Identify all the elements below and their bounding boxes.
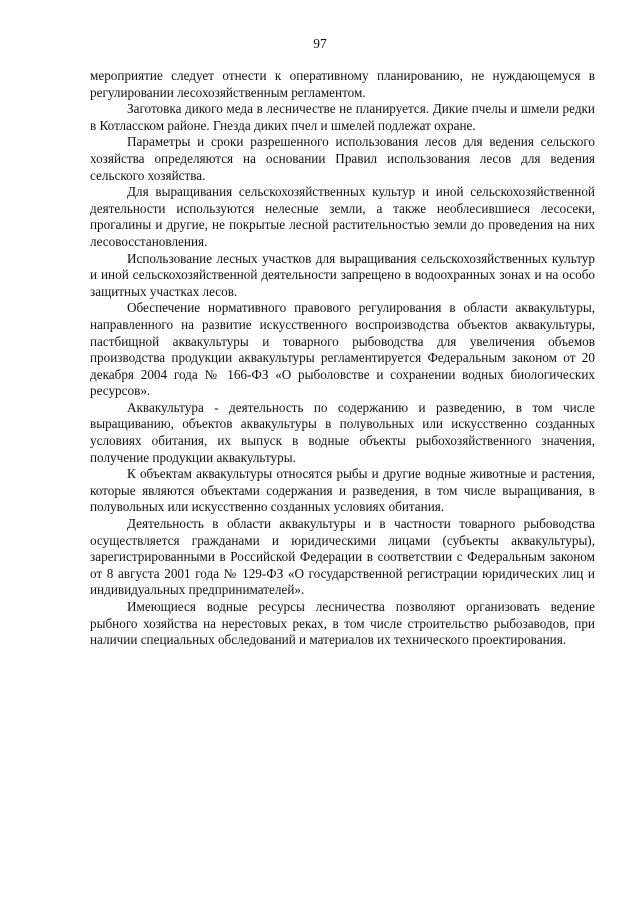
paragraph-agriculture-lands: Для выращивания сельскохозяйственных культур и иной сельскохозяйственной деятельности используются нелесные земли, а также необлесившиеся лесосеки, прогалины и другие, не покрытые лесной растительностью земли до проведения на них лесовосстановления. — [90, 184, 595, 249]
paragraph-agriculture-parameters: Параметры и сроки разрешенного использования лесов для ведения сельского хозяйства определяются на основании Правил использования лесов для ведения сельского хозяйства. — [90, 134, 595, 183]
paragraph-continuation: мероприятие следует отнести к оперативному планированию, не нуждающемуся в регулировании лесохозяйственным регламентом. — [90, 68, 595, 100]
paragraph-aquaculture-subjects: Деятельность в области аквакультуры и в частности товарного рыбоводства осуществляется гражданами и юридическими лицами (субъекты аквакультуры), зарегистрированными в Российской Федерации в соответствии с Федеральным законом от 8 августа 2001 года № 129-ФЗ «О государственной регистрации юридических лиц и индивидуальных предпринимателей». — [90, 516, 595, 598]
paragraph-aquaculture-definition: Аквакультура - деятельность по содержанию и разведению, в том числе выращиванию, объектов аквакультуры в полувольных или искусственно созданных условиях обитания, их выпуск в водные объекты рыбохозяйственного значения, получение продукции аквакультуры. — [90, 399, 595, 465]
paragraph-fishery-resources: Имеющиеся водные ресурсы лесничества позволяют организовать ведение рыбного хозяйства на нерестовых реках, в том числе строительство рыбозаводов, при наличии специальных обследований и материалов их технического проектирования. — [90, 599, 595, 648]
paragraph-agriculture-prohibition: Использование лесных участков для выращивания сельскохозяйственных культур и иной сельскохозяйственной деятельности запрещено в водоохранных зонах и на особо защитных участках лесов. — [90, 250, 595, 299]
page-number: 97 — [313, 36, 327, 51]
paragraph-wild-honey: Заготовка дикого меда в лесничестве не планируется. Дикие пчелы и шмели редки в Котласском районе. Гнезда диких пчел и шмелей подлежат охране. — [90, 101, 595, 133]
paragraph-aquaculture-regulation: Обеспечение нормативного правового регулирования в области аквакультуры, направленного на развитие искусственного воспроизводства объектов аквакультуры, пастбищной аквакультуры и товарного рыбоводства для увеличения объемов производства продукции аквакультуры регламентируется Федеральным законом от 20 декабря 2004 года № 166-ФЗ «О рыболовстве и сохранении водных биологических ресурсов». — [90, 300, 595, 399]
body-text — [90, 68, 595, 649]
paragraph-aquaculture-objects: К объектам аквакультуры относятся рыбы и другие водные животные и растения, которые являются объектами содержания и разведения, в том числе выращивания, в полувольных или искусственно созданных условиях обитания. — [90, 466, 595, 515]
